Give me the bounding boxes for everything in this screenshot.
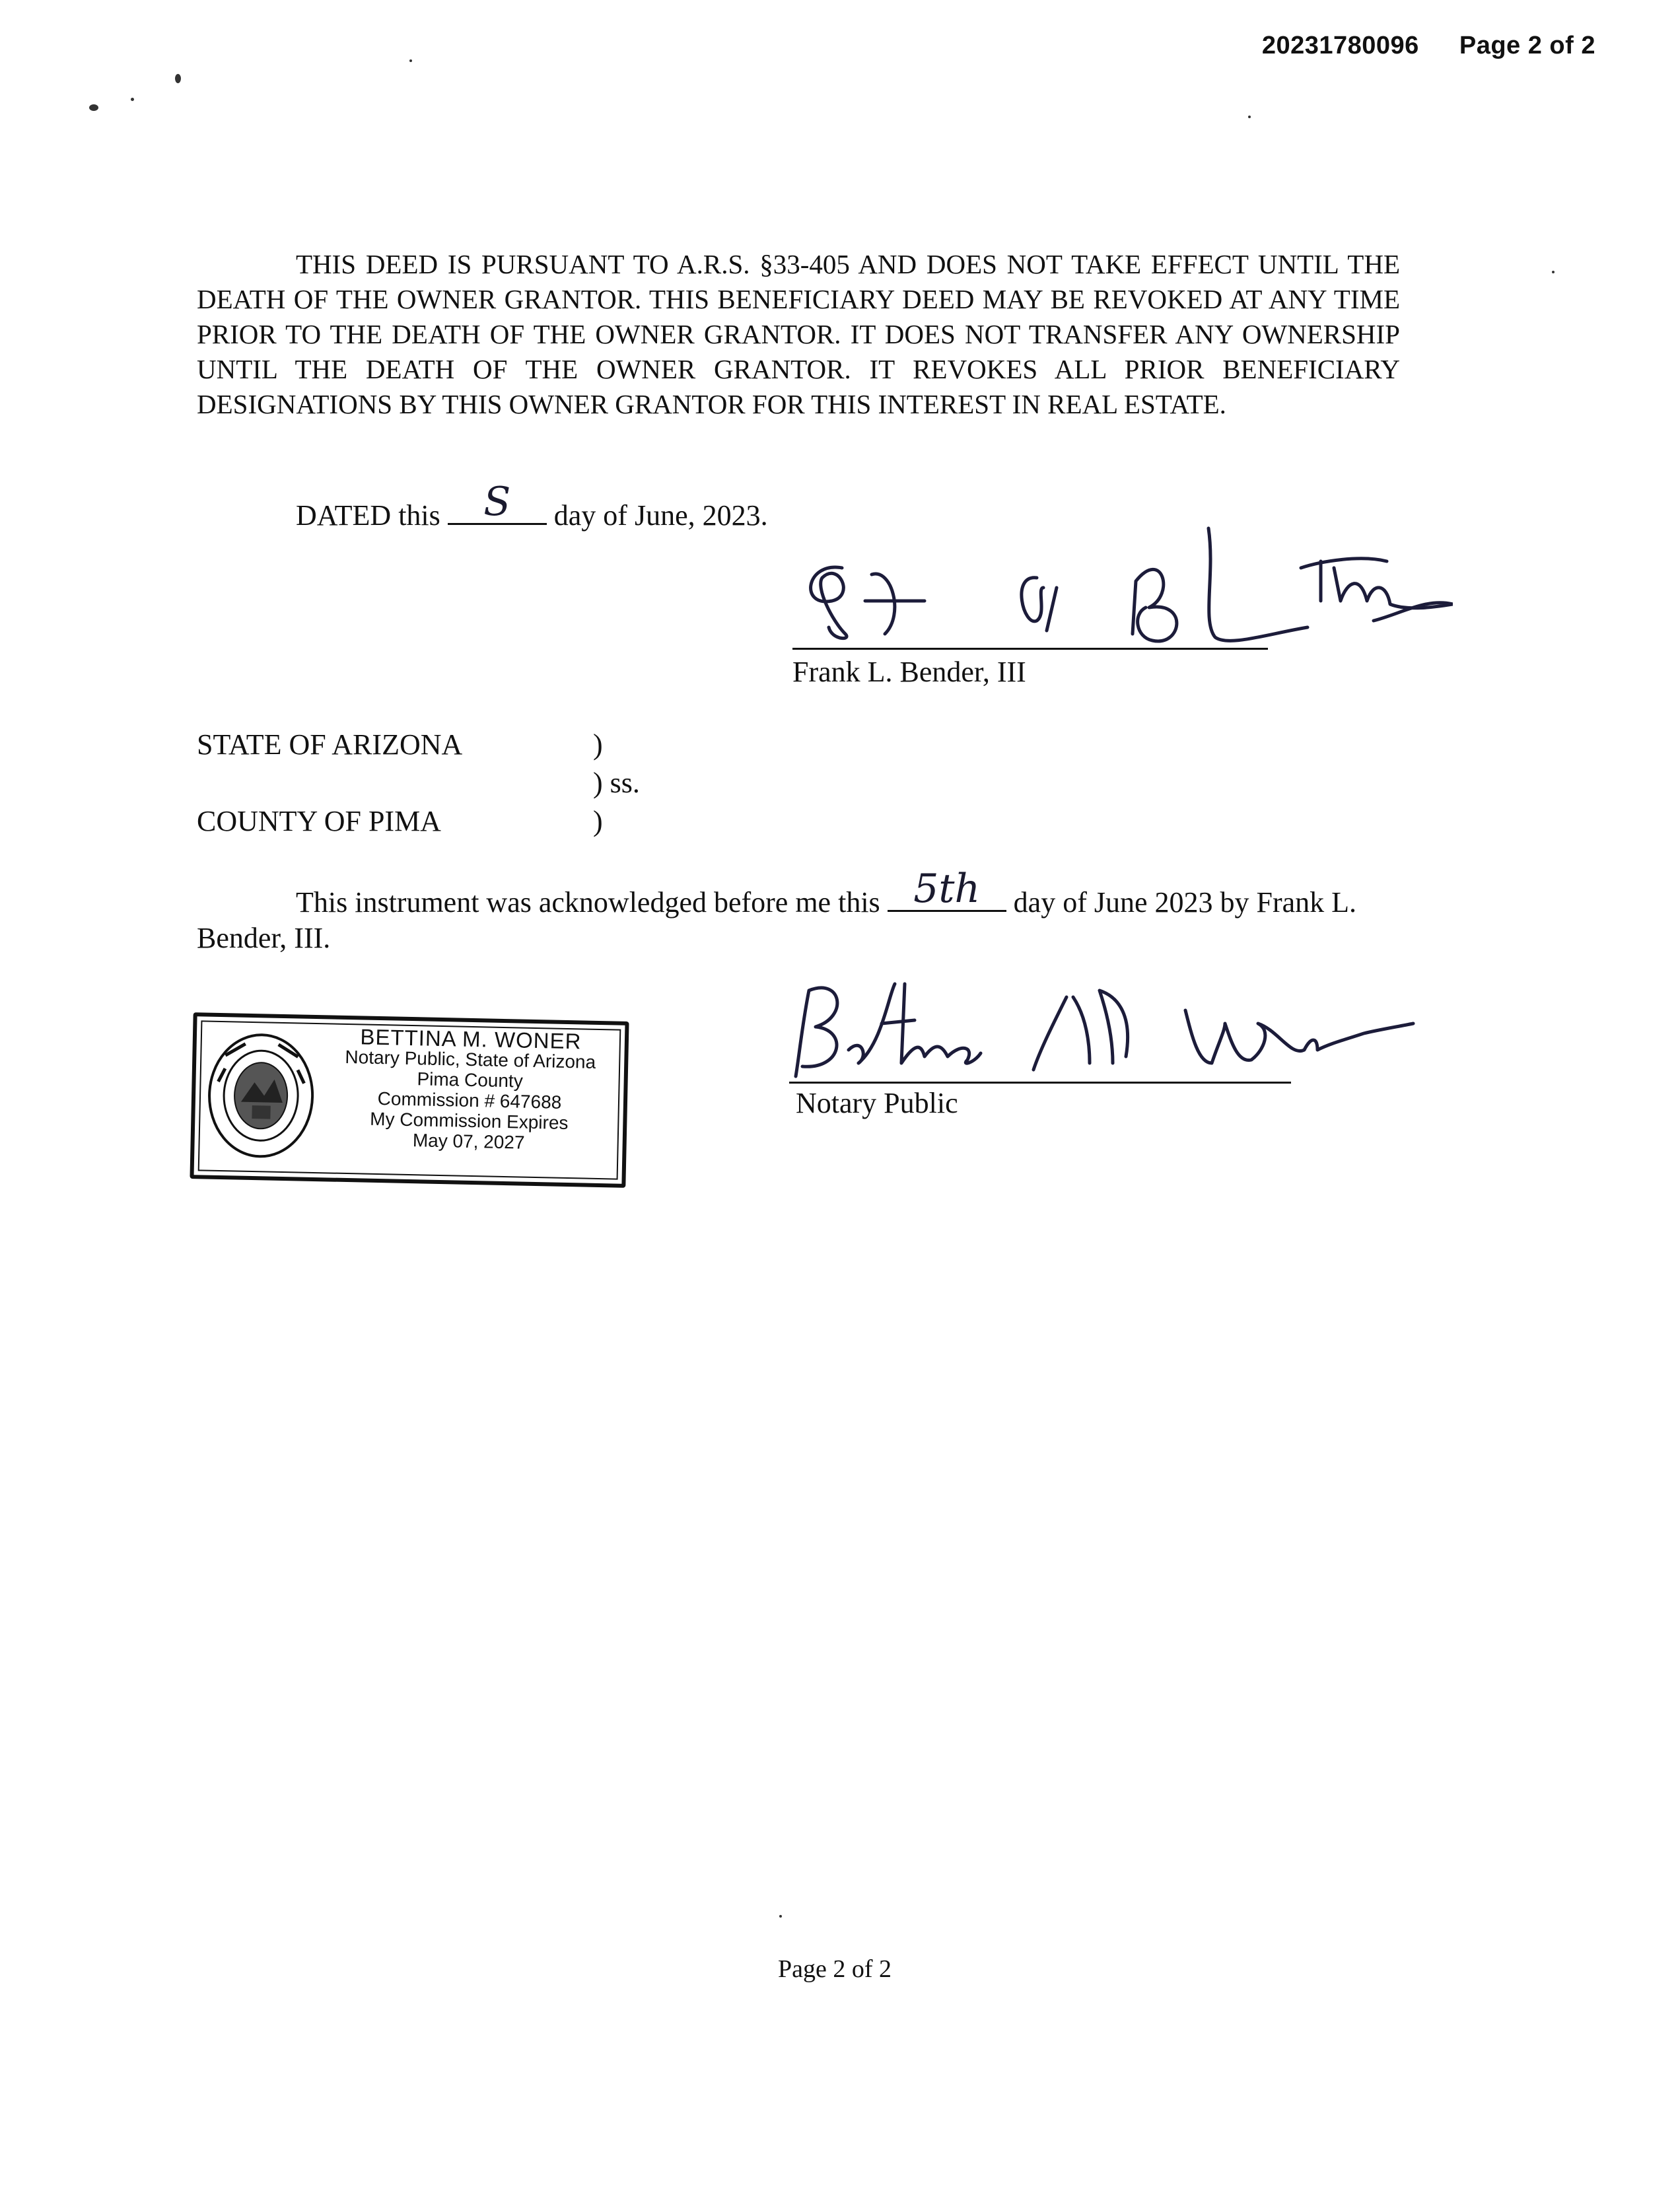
stamp-notary-title: Notary Public, State of Arizona [345,1046,596,1072]
stamp-expires-date: May 07, 2027 [412,1130,525,1153]
dated-suffix: day of June, 2023. [553,499,768,532]
footer-page-label: Page 2 of 2 [778,1955,892,1983]
venue-paren-3: ) [593,805,603,837]
recording-number: 20231780096 [1261,32,1419,59]
dated-line [296,479,768,532]
dated-prefix: DATED this [296,499,440,532]
header-page-label: Page 2 of 2 [1459,32,1595,59]
scan-speck [131,98,134,101]
scan-speck [1248,116,1251,118]
venue-paren-ss: ) ss. [593,767,640,799]
scan-speck [409,59,412,62]
deed-paragraph: THIS DEED IS PURSUANT TO A.R.S. §33-405 AND DOES NOT TAKE EFFECT UNTIL THE DEATH OF THE OWNER GRANTOR. THIS BENEFICIARY DEED MAY BE REVOKED AT ANY TIME PRIOR TO THE DEATH OF THE OWNER GRANTOR. IT DOES NOT TRANSFER ANY OWNERSHIP UNTIL THE DEATH OF THE OWNER GRANTOR. IT REVOKES ALL PRIOR BENEFICIARY DESIGNATIONS BY THIS OWNER GRANTOR FOR THIS INTEREST IN REAL ESTATE. [197,249,1400,419]
stamp-notary-name: BETTINA M. WONER [360,1024,582,1054]
ack-day-handwritten: 5th [913,866,981,912]
ack-prefix: This instrument was acknowledged before me this [296,886,880,919]
notary-public-label: Notary Public [796,1087,958,1119]
venue-county: COUNTY OF PIMA [197,805,441,837]
notary-signature-line [789,1082,1291,1084]
stamp-county: Pima County [417,1068,524,1092]
grantor-signature-line [792,648,1268,650]
stamp-commission-number: Commission # 647688 [377,1088,562,1113]
scan-speck [89,104,98,111]
venue-state: STATE OF ARIZONA [197,728,463,761]
scan-speck [1552,271,1555,273]
grantor-signature-image [792,522,1453,654]
dated-day-blank [448,479,547,525]
venue-paren-1: ) [593,728,603,761]
dated-day-handwritten: S [483,479,511,525]
notary-stamp [190,1012,629,1188]
stamp-text-block [320,1025,619,1154]
scan-speck [779,1915,782,1918]
acknowledgment-line-1 [296,866,1357,919]
notary-signature-image [789,971,1417,1083]
state-seal-icon [203,1029,318,1163]
ack-day-blank [888,866,1006,912]
grantor-name: Frank L. Bender, III [792,656,1026,688]
acknowledgment-line-2: Bender, III. [197,922,331,954]
ack-suffix: day of June 2023 by Frank L. [1013,886,1357,919]
stamp-expires-label: My Commission Expires [369,1108,569,1134]
scan-speck [175,74,181,83]
document-header [1262,32,1595,60]
